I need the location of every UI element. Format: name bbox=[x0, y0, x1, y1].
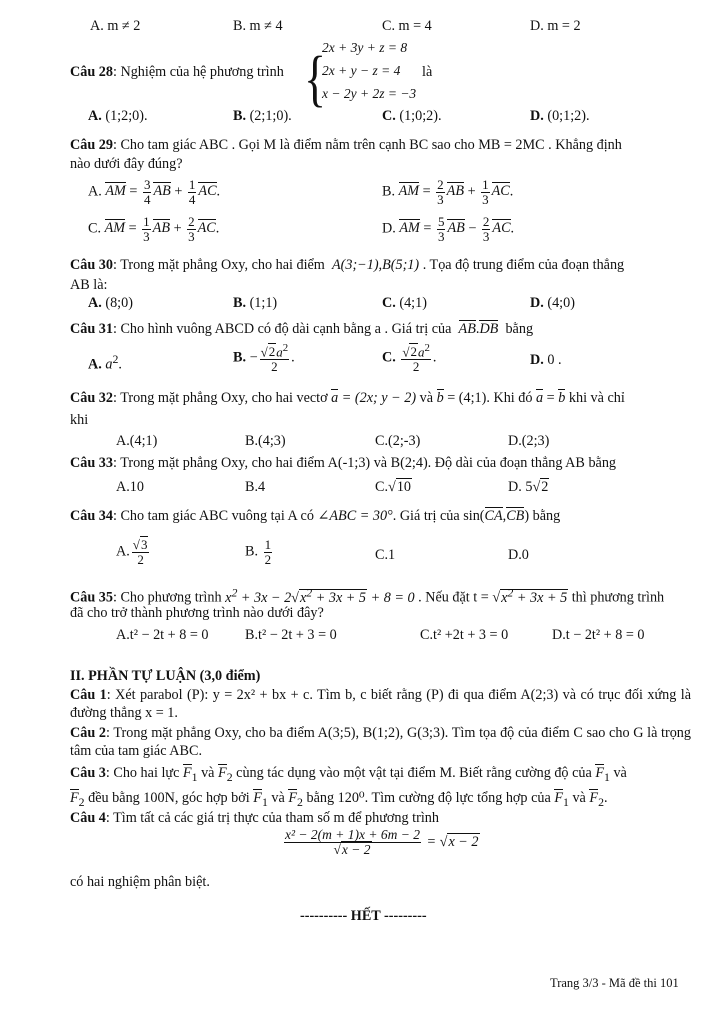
q34-option-a: A. $\frac{√3}{2}$ bbox=[116, 537, 148, 567]
q34-option-d: D.0 bbox=[508, 547, 529, 563]
q33-option-c: C.√10 bbox=[375, 479, 411, 495]
q27-option-c: C. m = 4 bbox=[382, 18, 432, 34]
q30-text2: . Tọa độ trung điểm của đoạn thẳng bbox=[422, 257, 625, 273]
q32-option-b: B.(4;3) bbox=[245, 433, 286, 449]
q30-c-value: (4;1) bbox=[399, 295, 427, 311]
q33-option-b: B.4 bbox=[245, 479, 266, 495]
q35-line2: đã cho trở thành phương trình nào dưới đây? bbox=[70, 605, 324, 621]
q31-option-b: B. − $\frac{√2a^2}{2}$ . bbox=[233, 342, 295, 374]
q29-option-d: D. AM = $\frac{5}{3}$ AB − $\frac{2}{3}$ AC. bbox=[382, 214, 515, 244]
q31-option-d: D. 0 . bbox=[530, 352, 562, 368]
q27-option-d: D. m = 2 bbox=[530, 18, 581, 34]
system-brace: { bbox=[304, 43, 327, 113]
q31-option-c: C. $\frac{√2a^2}{2}$ . bbox=[382, 342, 437, 374]
q29-line2: nào dưới đây đúng? bbox=[70, 156, 183, 172]
q31-option-a: A. $a^2$. bbox=[88, 352, 122, 373]
q28-text: : Nghiệm của hệ phương trình bbox=[112, 64, 284, 80]
q29-option-c: C. AM = $\frac{1}{3}$ AB + $\frac{2}{3}$ AC. bbox=[88, 214, 220, 244]
q34-label: Câu 34 bbox=[70, 508, 113, 524]
page-footer: Trang 3/3 - Mã đề thi 101 bbox=[550, 976, 679, 990]
q32-option-c: C.(2;-3) bbox=[375, 433, 421, 449]
end-marker: ---------- HẾT --------- bbox=[300, 908, 427, 924]
section-2-title: II. PHẦN TỰ LUẬN (3,0 điểm) bbox=[70, 668, 261, 684]
q28-eq-2: 2x + y − z = 4 bbox=[322, 63, 401, 78]
q27-option-b: B. m ≠ 4 bbox=[233, 18, 283, 34]
q33-option-d: D. 5√2 bbox=[508, 479, 549, 495]
q30-d-value: (4;0) bbox=[547, 295, 575, 311]
q33-label: Câu 33 bbox=[70, 455, 113, 471]
q28-d-letter: D. bbox=[530, 108, 544, 124]
q31-label: Câu 31 bbox=[70, 321, 113, 337]
q28-c-letter: C. bbox=[382, 108, 396, 124]
q32-option-a: A.(4;1) bbox=[116, 433, 158, 449]
q31-suffix: bằng bbox=[505, 321, 534, 337]
q27-option-a: A. m ≠ 2 bbox=[90, 18, 141, 34]
q28-a-letter: A. bbox=[88, 108, 102, 124]
q28-b-value: (2;1;0). bbox=[249, 108, 292, 124]
q28-c-value: (1;0;2). bbox=[399, 108, 442, 124]
q29-option-b: B. AM = $\frac{2}{3}$ AB + $\frac{1}{3}$ AC. bbox=[382, 177, 514, 207]
q30-label: Câu 30 bbox=[70, 257, 113, 273]
q30-line2: AB là: bbox=[70, 277, 108, 293]
essay-question-2: Câu 2: Trong mặt phẳng Oxy, cho ba điểm A(3;5), B(1;2), G(3;3). Tìm tọa độ của điểm C sao cho G là trọng tâm của tam giác ABC. bbox=[70, 725, 691, 759]
q35-option-c: C.t² +2t + 3 = 0 bbox=[420, 627, 509, 643]
q28-a-value: (1;2;0). bbox=[105, 108, 148, 124]
q33-text: : Trong mặt phẳng Oxy, cho hai điểm A(-1;3) và B(2;4). Độ dài của đoạn thẳng AB bằng bbox=[112, 455, 617, 471]
q30-a-value: (8;0) bbox=[105, 295, 133, 311]
q35-label: Câu 35 bbox=[70, 589, 113, 606]
exam-page: A. m ≠ 2 B. m ≠ 4 C. m = 4 D. m = 2 Câu 28: Nghiệm của hệ phương trình { 2x + 3y + z = 8 2x + y − z = 4 x − 2y + 2z = −3 là A. (1;2;0). B. (2;1;0). C. (1;0;2). D. (0;1;2). Câu 29: Cho tam giác ABC . Gọi M là điểm nằm trên cạnh BC sao cho MB = 2MC . Khẳng định nào dưới đây đúng? A. AM = $\frac{3}{4}$ AB + $\frac{1}{4}$ AC. B. AM = $\frac{2}{3}$ AB + $\frac{1}{3}$ AC. C. AM = $\frac{1}{3}$ AB + $\frac{2}{3}$ AC. D. AM = $\frac{5}{3}$ AB − $\frac{2}{3}$ AC. Câu 30: Trong mặt phẳng Oxy, cho hai điểm A(3;−1),B(5;1) . Tọa độ trung điểm của đoạn thẳng AB là: A. (8;0) B. (1;1) C. (4;1) D. (4;0) Câu 31: Cho hình vuông ABCD có độ dài cạnh bằng a . Giá trị của AB.DB bằng A. $a^2$. B. − $\frac{√2a^2}{2}$ . C. $\frac{√2a^2}{2}$ . D. 0 . Câu 32: Trong mặt phẳng Oxy, cho hai vectơ a = (2x; y − 2) và b = (4;1). Khi đó a = b khi và chỉ khi A.(4;1) B.(4;3) C.(2;-3) D.(2;3) Câu 33: Trong mặt phẳng Oxy, cho hai điểm A(-1;3) và B(2;4). Độ dài của đoạn thẳng AB bằng A.10 B.4 C.√10 D. 5√2 Câu 34: Cho tam giác ABC vuông tại A có ∠ABC = 30°. Giá trị của sin(CA,CB) bằng A. $\frac{√3}{2}$ B. $\frac{1}{2}$ C.1 D.0 Câu 35: Cho phương trình $x^2 + 3x - 2√x^2 + 3x + 5 + 8 = 0$ . Nếu đặt $t = √x^2 + 3x + 5$ thì phương trình đã cho trở thành phương trình nào dưới đây? A.t² − 2t + 8 = 0 B.t² − 2t + 3 = 0 C.t² +2t + 3 = 0 D.t − 2t² + 8 = 0 II. PHẦN TỰ LUẬN (3,0 điểm) Câu 1: Xét parabol (P): y = 2x² + bx + c. Tìm b, c biết rằng (P) đi qua điểm A(2;3) và có trục đối xứng là đường thẳng x = 1. Câu 2: Trong mặt phẳng Oxy, cho ba điểm A(3;5), B(1;2), G(3;3). Tìm tọa độ của điểm C sao cho G là trọng tâm của tam giác ABC. Câu 3: Cho hai lực $F_1$ và $F_2$ cùng tác dụng vào một vật tại điểm M. Biết rằng cường độ của $F_1$ và $F_2$ đều bằng 100N, góc hợp bởi $F_1$ và $F_2$ bằng 120⁰. Tìm cường độ lực tổng hợp của $F_1$ và $F_2$. Câu 4: Tìm tất cả các giá trị thực của tham số m để phương trình $\frac{\text{x² − 2(m + 1)x + 6m − 2}}{√x - 2}$ = √x − 2 có hai nghiệm phân biệt. ---------- HẾT --------- Trang 3/3 - Mã đề thi 101 bbox=[70, 18, 692, 990]
q34-option-b: B. $\frac{1}{2}$ bbox=[245, 537, 272, 567]
q29-line1: : Cho tam giác ABC . Gọi M là điểm nằm trên cạnh BC sao cho MB = 2MC . Khẳng định bbox=[112, 137, 622, 153]
q35-option-a: A.t² − 2t + 8 = 0 bbox=[116, 627, 209, 643]
q32-label: Câu 32 bbox=[70, 390, 113, 406]
q28-b-letter: B. bbox=[233, 108, 247, 124]
q29-label: Câu 29 bbox=[70, 137, 113, 153]
q28-label: Câu 28 bbox=[70, 64, 113, 80]
q32-line2: khi bbox=[70, 412, 89, 428]
essay-question-1: Câu 1: Xét parabol (P): y = 2x² + bx + c. Tìm b, c biết rằng (P) đi qua điểm A(2;3) và có trục đối xứng là đường thẳng x = 1. bbox=[70, 687, 692, 721]
q30-b-value: (1;1) bbox=[249, 295, 278, 311]
c4-after: có hai nghiệm phân biệt. bbox=[70, 874, 210, 890]
q35-option-b: B.t² − 2t + 3 = 0 bbox=[245, 627, 337, 643]
q28-eq-1: 2x + 3y + z = 8 bbox=[322, 40, 408, 55]
q29-option-a: A. AM = $\frac{3}{4}$ AB + $\frac{1}{4}$ AC. bbox=[88, 177, 221, 207]
q32-option-d: D.(2;3) bbox=[508, 433, 550, 449]
q28-eq-3: x − 2y + 2z = −3 bbox=[322, 86, 417, 101]
q35-option-d: D.t − 2t² + 8 = 0 bbox=[552, 627, 645, 643]
q34-option-c: C.1 bbox=[375, 547, 396, 563]
c4-equation: $\frac{\text{x² − 2(m + 1)x + 6m − 2}}{√x - 2}$ = √x − 2 bbox=[285, 827, 479, 858]
q30-points: A(3;−1),B(5;1) bbox=[331, 257, 420, 273]
q28-suffix: là bbox=[422, 64, 433, 80]
q30-text: : Trong mặt phẳng Oxy, cho hai điểm bbox=[112, 257, 325, 273]
q28-d-value: (0;1;2). bbox=[547, 108, 590, 124]
q33-option-a: A.10 bbox=[116, 479, 144, 495]
q31-text: : Cho hình vuông ABCD có độ dài cạnh bằng a . Giá trị của bbox=[112, 321, 452, 337]
